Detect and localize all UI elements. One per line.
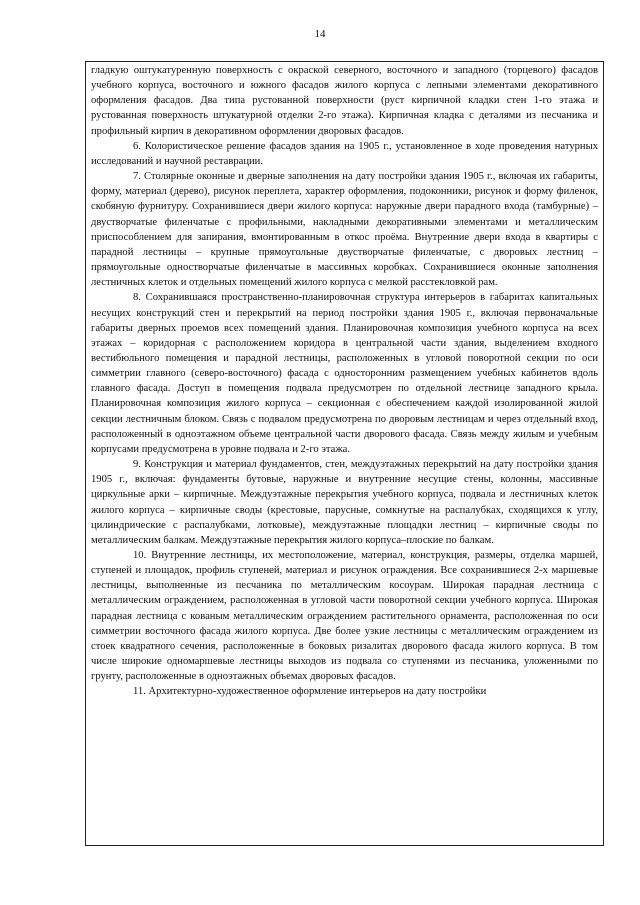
- paragraph-11: 11. Архитектурно-художественное оформление интерьеров на дату постройки: [133, 686, 487, 698]
- page-number: 14: [314, 28, 326, 40]
- paragraph-continued: гладкую оштукатуренную поверхность с окраской северного, восточного и западного (торцевого) фасадов учебного корпуса, восточного и южного фасадов жилого корпуса с лепными элементами декоративного оформления фасадов. Два типа рустованной поверхности (руст кирпичной кладки стен 1-го этажа и рустованная поверхность штукатурной отделки 2-го этажа). Кирпичная кладка с деталями из песчаника и профильный кирпич в декоративном оформлении дворовых фасадов.: [91, 65, 598, 137]
- paragraph-7: 7. Столярные оконные и дверные заполнения на дату постройки здания 1905 г., включая их габариты, форму, материал (дерево), рисунок переплета, характер оформления, подоконники, рисунок и форму филенок, скобяную фурнитуру. Сохранившиеся двери жилого корпуса: наружные двери парадного входа (тамбурные) – двустворчатые филенчатые с профильными, накладными декоративными элементами и металлическим приспособлением для запирания, вмонтированным в откос проёма. Внутренние двери входа в квартиры с парадной лестницы – крупные прямоугольные двустворчатые филенчатые, с дворовых лестниц – прямоугольные одностворчатые филенчатые в массивных коробках. Сохранившиеся оконные заполнения лестничных клеток и отдельных помещений жилого корпуса с мелкой расстекловкой рам.: [91, 171, 598, 289]
- paragraph-9: 9. Конструкция и материал фундаментов, стен, междуэтажных перекрытий на дату постройки здания 1905 г., включая: фундаменты бутовые, наружные и внутренние несущие стены, колонны, массивные циркульные арки – кирпичные. Междуэтажные перекрытия учебного корпуса, подвала и лестничных клеток жилого корпуса – кирпичные своды (крестовые, парусные, сомкнутые на распалубках, сходящихся к углу, цилиндрические с распалубками, лотковые), междуэтажные площадки лестниц – кирпичные своды по металлическим балкам. Междуэтажные перекрытия жилого корпуса–плоские по балкам.: [91, 459, 598, 546]
- paragraph-10: 10. Внутренние лестницы, их местоположение, материал, конструкция, размеры, отделка маршей, ступеней и площадок, профиль ступеней, материал и рисунок ограждения. Все сохранившиеся 2-х маршевые лестницы, выполненные из песчаника по металлическим косоурам. Широкая парадная лестница с металлическим ограждением, расположенная в угловой части поворотной секции учебного корпуса. Широкая парадная лестница с кованым металлическим ограждением растительного орнамента, расположенная по оси симметрии восточного фасада жилого корпуса. Две более узкие лестницы с металлическим ограждением из стоек квадратного сечения, расположенные в боковых ризалитах дворового фасада жилого корпуса. В том числе широкие одномаршевые лестницы выходов из подвала со ступенями из песчаника, уложенными по грунту, расположенные в одноэтажных объемах дворовых фасадов.: [91, 550, 598, 683]
- paragraph-8: 8. Сохранившаяся пространственно-планировочная структура интерьеров в габаритах капитальных несущих конструкций стен и перекрытий на период постройки здания 1905 г., включая первоначальные габариты дверных проемов всех помещений здания. Планировочная композиция учебного корпуса на всех этажах – коридорная с расположением коридора в центральной части здания, выделением входного вестибюльного помещения и парадной лестницы, расположенных в угловой поворотной секции по оси симметрии главного (северо-восточного) фасада с односторонним размещением учебных кабинетов вдоль главного фасада. Доступ в помещения подвала предусмотрен по отдельной лестнице западного крыла. Планировочная композиция жилого корпуса – секционная с обеспечением каждой изолированной жилой секции лестничным блоком. Связь с подвалом предусмотрена по дворовым лестницам и через отдельный вход, расположенный в одноэтажном объеме центральной части дворового фасада. Связь между жилым и учебным корпусами предусмотрена в уровне подвала и 2-го этажа.: [91, 292, 598, 455]
- paragraph-6: 6. Колористическое решение фасадов здания на 1905 г., установленное в ходе проведения натурных исследований и научной реставрации.: [91, 140, 598, 167]
- text-frame: [85, 61, 604, 846]
